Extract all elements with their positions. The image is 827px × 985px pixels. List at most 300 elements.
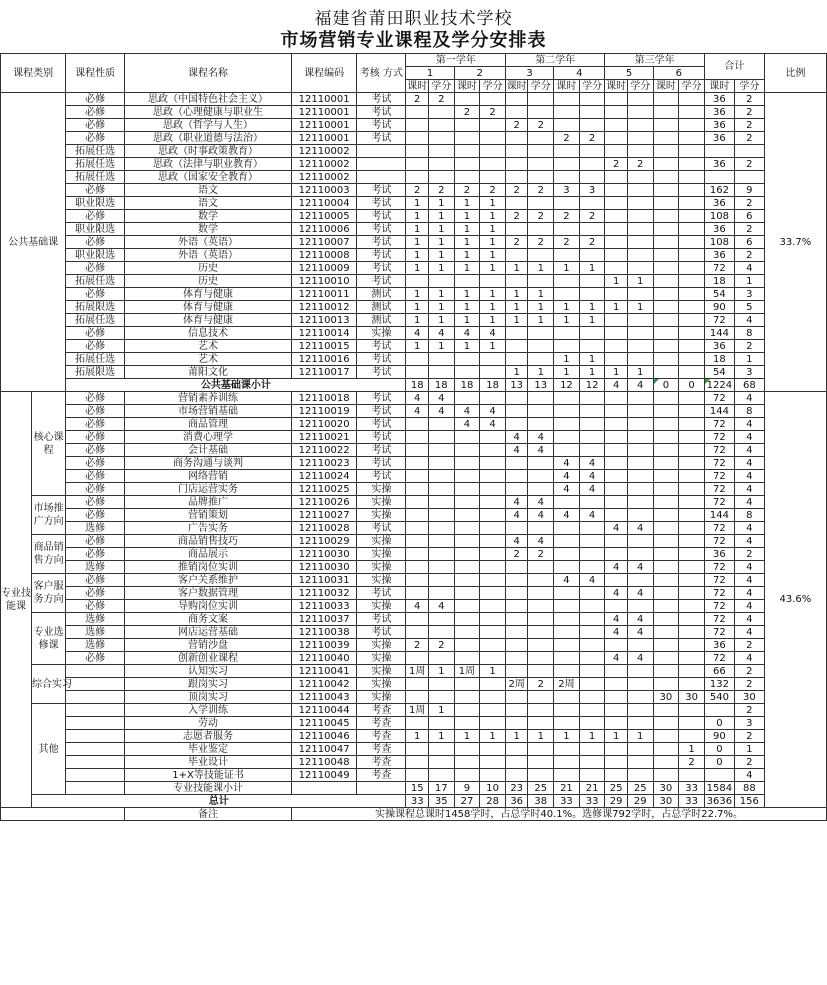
- exam-method: 实操: [357, 678, 406, 691]
- course-code: 12110007: [292, 236, 357, 249]
- semester-cell: [579, 548, 605, 561]
- semester-cell: [406, 587, 428, 600]
- semester-cell: [554, 119, 580, 132]
- course-nature: 拓展任选: [66, 275, 125, 288]
- semester-cell: [653, 314, 679, 327]
- semester-cell: [554, 587, 580, 600]
- semester-cell: [627, 548, 653, 561]
- semester-cell: 2: [454, 184, 480, 197]
- total-cell: 132: [704, 678, 734, 691]
- semester-cell: [406, 756, 428, 769]
- total-cell: 36: [704, 106, 734, 119]
- semester-cell: 1: [480, 288, 506, 301]
- semester-cell: [627, 106, 653, 119]
- semester-cell: [554, 171, 580, 184]
- semester-cell: [480, 483, 506, 496]
- semester-cell: [627, 574, 653, 587]
- semester-cell: [454, 353, 480, 366]
- semester-cell: [679, 730, 705, 743]
- school-title: 福建省莆田职业技术学校: [314, 9, 513, 29]
- course-name: 历史: [125, 275, 292, 288]
- total-cell: 2: [734, 132, 764, 145]
- semester-cell: [653, 652, 679, 665]
- semester-cell: 2: [627, 158, 653, 171]
- semester-cell: [528, 93, 554, 106]
- course-code: 12110037: [292, 613, 357, 626]
- total-cell: 30: [734, 691, 764, 704]
- semester-cell: 2: [554, 132, 580, 145]
- header-credits: 学分: [480, 80, 506, 93]
- semester-cell: [528, 483, 554, 496]
- header-total: 合计: [704, 54, 764, 80]
- exam-method: 考查: [357, 704, 406, 717]
- group-other: 其他: [32, 704, 66, 795]
- semester-cell: [627, 483, 653, 496]
- exam-method: 考试: [357, 93, 406, 106]
- semester-cell: 4: [528, 535, 554, 548]
- course-code: 12110045: [292, 717, 357, 730]
- semester-cell: [605, 327, 627, 340]
- semester-cell: 4: [528, 509, 554, 522]
- total-cell: 3: [734, 288, 764, 301]
- semester-cell: [579, 522, 605, 535]
- table-row: [1, 392, 827, 405]
- course-name: 毕业设计: [125, 756, 292, 769]
- semester-cell: [679, 444, 705, 457]
- semester-cell: [554, 223, 580, 236]
- course-code: 12110010: [292, 275, 357, 288]
- semester-cell: 4: [428, 405, 454, 418]
- course-name: 创新创业课程: [125, 652, 292, 665]
- semester-cell: [428, 743, 454, 756]
- course-nature: 拓展限选: [66, 301, 125, 314]
- semester-cell: [554, 613, 580, 626]
- semester-cell: [480, 275, 506, 288]
- semester-cell: 25: [528, 782, 554, 795]
- semester-cell: 1: [454, 210, 480, 223]
- semester-cell: [528, 756, 554, 769]
- semester-cell: [679, 548, 705, 561]
- course-code: 12110017: [292, 366, 357, 379]
- semester-cell: [605, 93, 627, 106]
- semester-cell: 4: [605, 522, 627, 535]
- semester-cell: [528, 249, 554, 262]
- semester-cell: [627, 418, 653, 431]
- course-code: 12110028: [292, 522, 357, 535]
- semester-cell: 4: [528, 431, 554, 444]
- semester-cell: [605, 392, 627, 405]
- semester-cell: [579, 418, 605, 431]
- course-code: 12110026: [292, 496, 357, 509]
- total-cell: 1224: [704, 379, 734, 392]
- course-credit-table: [0, 53, 827, 821]
- course-nature: 选修: [66, 613, 125, 626]
- semester-cell: [406, 106, 428, 119]
- total-cell: 4: [734, 392, 764, 405]
- semester-cell: [505, 613, 527, 626]
- course-name: 商务文案: [125, 613, 292, 626]
- semester-cell: [627, 457, 653, 470]
- semester-cell: [605, 483, 627, 496]
- semester-cell: [653, 249, 679, 262]
- semester-cell: 1: [428, 301, 454, 314]
- semester-cell: [605, 704, 627, 717]
- semester-cell: [679, 470, 705, 483]
- total-cell: 2: [734, 678, 764, 691]
- semester-cell: 4: [554, 483, 580, 496]
- semester-cell: [554, 743, 580, 756]
- semester-cell: [579, 145, 605, 158]
- course-name: 商务沟通与谈判: [125, 457, 292, 470]
- semester-cell: [528, 470, 554, 483]
- semester-cell: [454, 743, 480, 756]
- semester-cell: [528, 600, 554, 613]
- semester-cell: 1: [454, 249, 480, 262]
- course-nature: 选修: [66, 522, 125, 535]
- total-cell: 2: [734, 340, 764, 353]
- semester-cell: [579, 288, 605, 301]
- total-cell: 2: [734, 665, 764, 678]
- course-nature: 拓展限选: [66, 366, 125, 379]
- table-row: [1, 288, 827, 301]
- semester-cell: [605, 197, 627, 210]
- exam-method: 实操: [357, 509, 406, 522]
- semester-cell: [454, 652, 480, 665]
- semester-cell: [454, 535, 480, 548]
- course-name: 导购岗位实训: [125, 600, 292, 613]
- table-row: [1, 522, 827, 535]
- semester-cell: [505, 405, 527, 418]
- total-cell: 6: [734, 236, 764, 249]
- exam-method: 实操: [357, 483, 406, 496]
- semester-cell: [554, 665, 580, 678]
- semester-cell: [505, 145, 527, 158]
- semester-cell: [454, 769, 480, 782]
- exam-method: 实操: [357, 327, 406, 340]
- semester-cell: [428, 496, 454, 509]
- total-cell: 8: [734, 509, 764, 522]
- course-code: 12110040: [292, 652, 357, 665]
- group-core: 核心课程: [32, 392, 66, 496]
- exam-method: 实操: [357, 639, 406, 652]
- course-nature: [66, 691, 125, 704]
- semester-cell: [454, 275, 480, 288]
- group-practice: 综合实习: [32, 665, 66, 704]
- course-code: 12110016: [292, 353, 357, 366]
- course-name: 思政（时事政策教育）: [125, 145, 292, 158]
- semester-cell: [679, 314, 705, 327]
- semester-cell: 2: [406, 184, 428, 197]
- course-nature: 拓展任选: [66, 158, 125, 171]
- semester-cell: [528, 197, 554, 210]
- semester-cell: [627, 743, 653, 756]
- semester-cell: [627, 496, 653, 509]
- table-row: [1, 210, 827, 223]
- semester-cell: [528, 327, 554, 340]
- course-nature: 拓展任选: [66, 353, 125, 366]
- total-cell: [704, 145, 734, 158]
- exam-method: 实操: [357, 600, 406, 613]
- table-row: [1, 301, 827, 314]
- semester-cell: [605, 743, 627, 756]
- semester-cell: [579, 275, 605, 288]
- course-nature: 必修: [66, 132, 125, 145]
- semester-cell: [505, 483, 527, 496]
- semester-cell: 4: [454, 327, 480, 340]
- semester-cell: [653, 587, 679, 600]
- exam-method: 考试: [357, 119, 406, 132]
- semester-cell: [579, 613, 605, 626]
- course-code: 12110038: [292, 626, 357, 639]
- course-code: 12110043: [292, 691, 357, 704]
- semester-cell: [480, 587, 506, 600]
- table-row: [1, 613, 827, 626]
- header-semester: 1: [406, 67, 454, 80]
- course-code: 12110046: [292, 730, 357, 743]
- total-cell: 2: [734, 106, 764, 119]
- total-cell: 4: [734, 587, 764, 600]
- semester-cell: [428, 535, 454, 548]
- semester-cell: [554, 431, 580, 444]
- semester-cell: 18: [454, 379, 480, 392]
- semester-cell: [605, 600, 627, 613]
- semester-cell: [480, 353, 506, 366]
- semester-cell: [505, 574, 527, 587]
- course-nature: 必修: [66, 509, 125, 522]
- semester-cell: [605, 223, 627, 236]
- exam-method: 考试: [357, 444, 406, 457]
- semester-cell: [627, 314, 653, 327]
- total-cell: 2: [734, 639, 764, 652]
- table-row: [1, 704, 827, 717]
- course-nature: [66, 665, 125, 678]
- semester-cell: [679, 106, 705, 119]
- semester-cell: 28: [480, 795, 506, 808]
- header-semester: 2: [454, 67, 505, 80]
- semester-cell: 1: [579, 353, 605, 366]
- semester-cell: [528, 353, 554, 366]
- total-cell: 72: [704, 262, 734, 275]
- semester-cell: [605, 548, 627, 561]
- semester-cell: [554, 249, 580, 262]
- course-nature: 必修: [66, 405, 125, 418]
- semester-cell: [528, 639, 554, 652]
- semester-cell: [428, 626, 454, 639]
- semester-cell: [679, 119, 705, 132]
- course-name: 历史: [125, 262, 292, 275]
- semester-cell: 4: [605, 587, 627, 600]
- table-row: [1, 353, 827, 366]
- semester-cell: 33: [679, 782, 705, 795]
- total-cell: 4: [734, 457, 764, 470]
- semester-cell: [454, 574, 480, 587]
- semester-cell: 4: [627, 587, 653, 600]
- semester-cell: [406, 522, 428, 535]
- total-cell: 4: [734, 314, 764, 327]
- semester-cell: [579, 392, 605, 405]
- course-name: 艺术: [125, 340, 292, 353]
- table-row: [1, 457, 827, 470]
- table-row: [1, 249, 827, 262]
- semester-cell: [679, 171, 705, 184]
- semester-cell: [505, 769, 527, 782]
- semester-cell: [679, 678, 705, 691]
- course-nature: 必修: [66, 470, 125, 483]
- semester-cell: [627, 509, 653, 522]
- course-code: 12110008: [292, 249, 357, 262]
- semester-cell: [653, 93, 679, 106]
- semester-cell: [679, 197, 705, 210]
- total-cell: 540: [704, 691, 734, 704]
- semester-cell: 2: [679, 756, 705, 769]
- semester-cell: 2: [480, 106, 506, 119]
- course-nature: 必修: [66, 106, 125, 119]
- semester-cell: [579, 600, 605, 613]
- semester-cell: [505, 600, 527, 613]
- course-nature: 职业限选: [66, 197, 125, 210]
- semester-cell: 30: [679, 691, 705, 704]
- semester-cell: 1: [528, 262, 554, 275]
- semester-cell: 38: [528, 795, 554, 808]
- course-name: 数学: [125, 223, 292, 236]
- semester-cell: [605, 210, 627, 223]
- semester-cell: [528, 652, 554, 665]
- total-cell: 4: [734, 535, 764, 548]
- course-name: 顶岗实习: [125, 691, 292, 704]
- header-name: 课程名称: [125, 54, 292, 93]
- header-hours: 课时: [407, 80, 428, 92]
- semester-cell: [653, 223, 679, 236]
- semester-cell: 2: [579, 132, 605, 145]
- semester-cell: [480, 626, 506, 639]
- total-cell: 4: [734, 600, 764, 613]
- total-cell: 6: [734, 210, 764, 223]
- semester-cell: [554, 561, 580, 574]
- course-name: 体育与健康: [125, 301, 292, 314]
- semester-cell: 4: [480, 405, 506, 418]
- semester-cell: [406, 548, 428, 561]
- total-cell: 66: [704, 665, 734, 678]
- semester-cell: 15: [406, 782, 428, 795]
- table-row: [1, 509, 827, 522]
- semester-cell: 1: [579, 314, 605, 327]
- semester-cell: [627, 119, 653, 132]
- total-cell: 3636: [704, 795, 734, 808]
- total-cell: 2: [734, 756, 764, 769]
- group-public: 公共基础课: [1, 93, 66, 392]
- semester-cell: 18: [406, 379, 428, 392]
- semester-cell: 4: [579, 509, 605, 522]
- course-code: 12110014: [292, 327, 357, 340]
- semester-cell: 1: [627, 366, 653, 379]
- total-cell: 36: [704, 639, 734, 652]
- course-nature: 必修: [66, 444, 125, 457]
- total-cell: 18: [704, 275, 734, 288]
- semester-cell: [679, 561, 705, 574]
- semester-cell: [480, 691, 506, 704]
- course-nature: 必修: [66, 548, 125, 561]
- total-cell: 2: [734, 197, 764, 210]
- semester-cell: 1: [428, 249, 454, 262]
- exam-method: 实操: [357, 574, 406, 587]
- semester-cell: [679, 327, 705, 340]
- semester-cell: 1: [480, 730, 506, 743]
- semester-cell: [406, 574, 428, 587]
- semester-cell: [579, 197, 605, 210]
- total-cell: 72: [704, 496, 734, 509]
- table-row: [1, 262, 827, 275]
- semester-cell: [653, 639, 679, 652]
- semester-cell: [679, 405, 705, 418]
- semester-cell: 1: [505, 262, 527, 275]
- semester-cell: 4: [627, 626, 653, 639]
- course-name: 市场营销基础: [125, 405, 292, 418]
- semester-cell: [454, 509, 480, 522]
- semester-cell: 29: [605, 795, 627, 808]
- semester-cell: [480, 613, 506, 626]
- semester-cell: [406, 496, 428, 509]
- semester-cell: [605, 405, 627, 418]
- semester-cell: [428, 119, 454, 132]
- semester-cell: 4: [627, 613, 653, 626]
- semester-cell: [653, 574, 679, 587]
- semester-cell: 1: [554, 314, 580, 327]
- total-cell: [704, 171, 734, 184]
- header-nature: 课程性质: [66, 54, 125, 93]
- course-code: 12110001: [292, 93, 357, 106]
- total-cell: 4: [734, 262, 764, 275]
- exam-method: 考查: [357, 769, 406, 782]
- total-cell: 90: [704, 730, 734, 743]
- exam-method: 考试: [357, 626, 406, 639]
- semester-cell: [653, 535, 679, 548]
- total-cell: 9: [734, 184, 764, 197]
- course-code: 12110009: [292, 262, 357, 275]
- course-name: 思政（国家安全教育）: [125, 171, 292, 184]
- semester-cell: 25: [627, 782, 653, 795]
- semester-cell: [454, 756, 480, 769]
- semester-cell: [505, 171, 527, 184]
- semester-cell: 1: [406, 340, 428, 353]
- semester-cell: [428, 652, 454, 665]
- semester-cell: [406, 678, 428, 691]
- semester-cell: 1: [554, 366, 580, 379]
- semester-cell: [679, 496, 705, 509]
- course-name: 认知实习: [125, 665, 292, 678]
- semester-cell: 12: [579, 379, 605, 392]
- course-code: 12110041: [292, 665, 357, 678]
- semester-cell: [627, 665, 653, 678]
- semester-cell: [554, 691, 580, 704]
- semester-cell: 1: [428, 730, 454, 743]
- semester-cell: [428, 132, 454, 145]
- semester-cell: [605, 509, 627, 522]
- semester-cell: [579, 223, 605, 236]
- semester-cell: 1: [428, 314, 454, 327]
- exam-method: 考试: [357, 613, 406, 626]
- semester-cell: [528, 132, 554, 145]
- semester-cell: 4: [605, 613, 627, 626]
- semester-cell: [627, 236, 653, 249]
- total-cell: 4: [734, 626, 764, 639]
- total-cell: 88: [734, 782, 764, 795]
- table-row: [1, 626, 827, 639]
- total-cell: 8: [734, 405, 764, 418]
- total-cell: 36: [704, 93, 734, 106]
- semester-cell: [528, 275, 554, 288]
- semester-cell: [679, 522, 705, 535]
- semester-cell: 4: [605, 379, 627, 392]
